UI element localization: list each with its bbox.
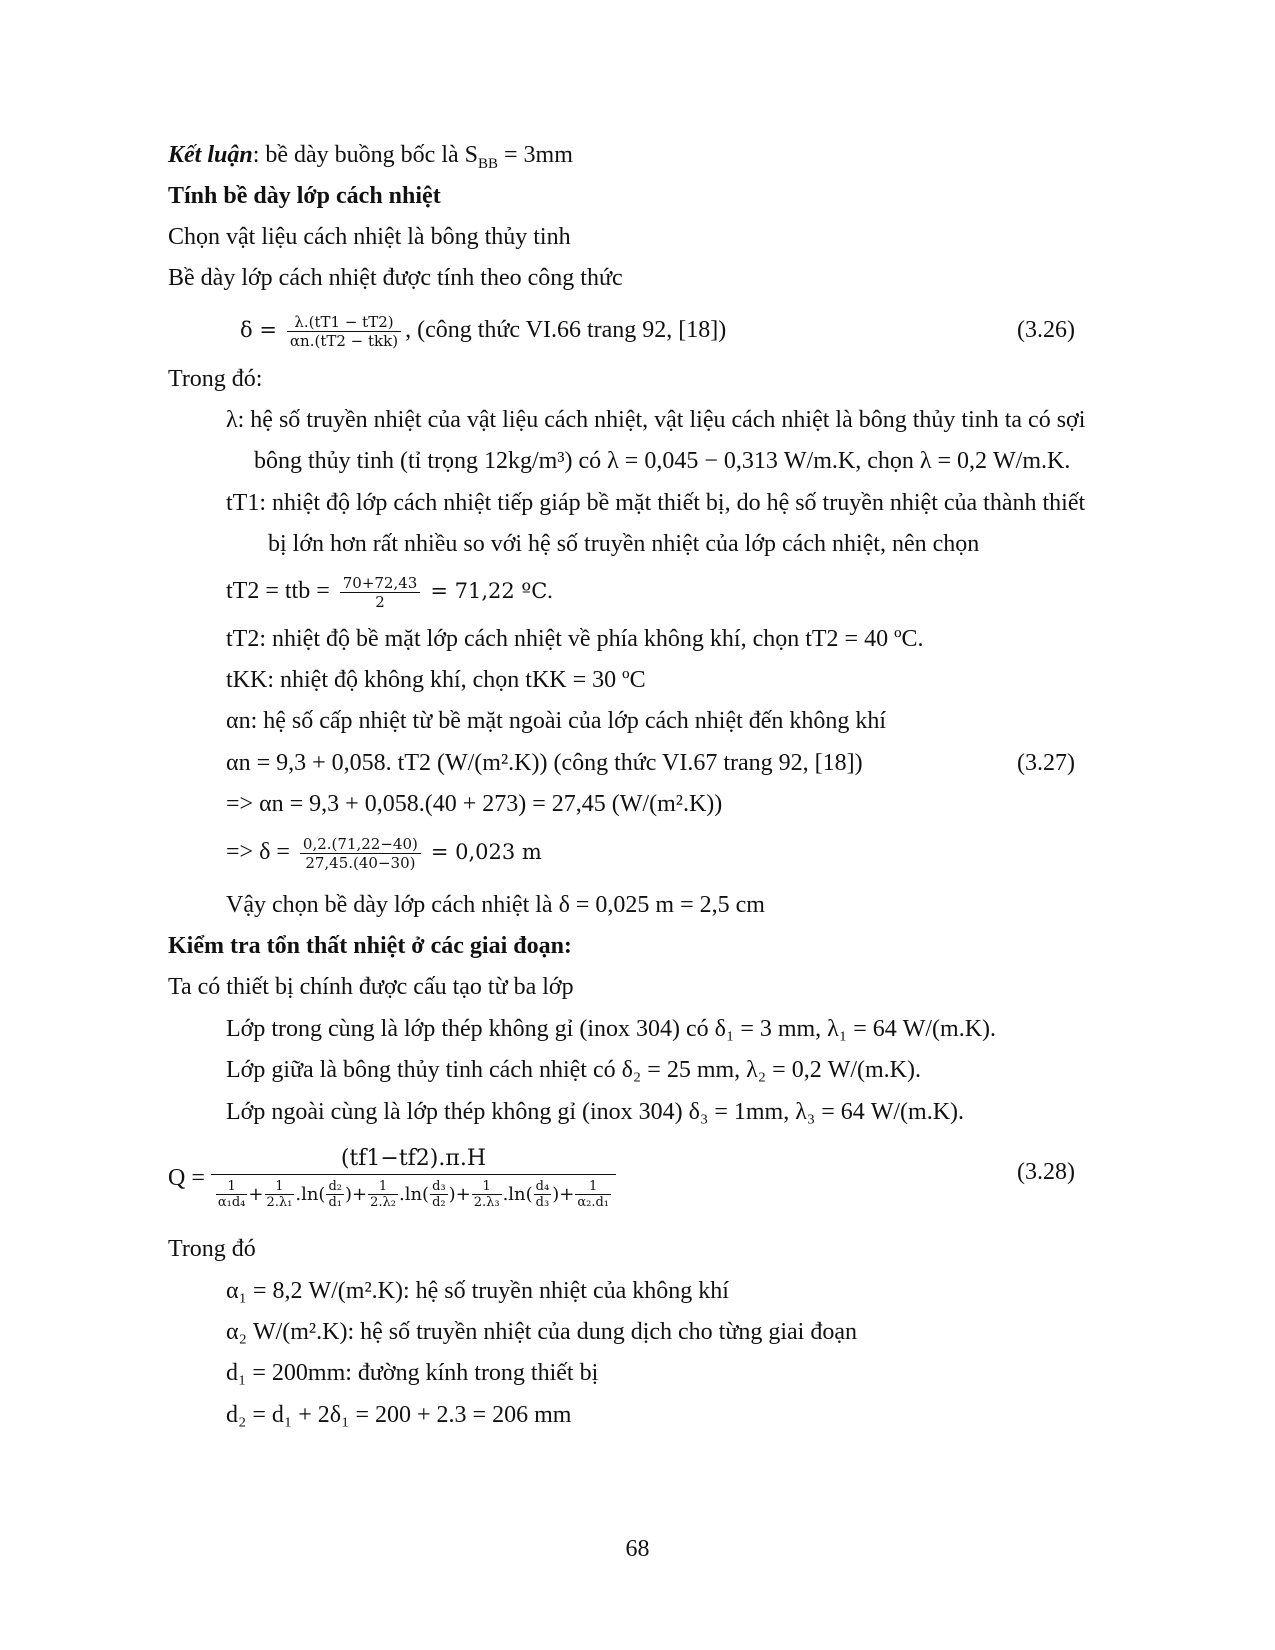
layers-intro: Ta có thiết bị chính được cấu tạo từ ba lớp bbox=[168, 974, 574, 1000]
eq326-number: (3.26) bbox=[1017, 317, 1075, 343]
where-label-1: Trong đó: bbox=[168, 366, 263, 392]
equation-3-28 bbox=[168, 1138, 616, 1218]
choose-material: Chọn vật liệu cách nhiệt là bông thủy tinh bbox=[168, 224, 571, 250]
tT2-calc-rhs: = 71,22 ºC. bbox=[430, 579, 554, 603]
alpha2-definition: α₂ W/(m².K): hệ số truyền nhiệt của dung dịch cho từng giai đoạn bbox=[226, 1319, 857, 1345]
eq328-fraction bbox=[211, 1144, 616, 1215]
eq328-lhs: Q = bbox=[168, 1165, 205, 1191]
delta-calc-numerator: 0,2.(71,22−40) bbox=[300, 835, 421, 854]
tT2-calculation bbox=[226, 566, 553, 616]
conclusion-sub: BB bbox=[478, 155, 499, 172]
eq328-numerator: (tf1−tf2).π.H bbox=[211, 1144, 616, 1175]
lambda-definition-cont: bông thủy tinh (tỉ trọng 12kg/m³) có λ = 0,045 − 0,313 W/m.K, chọn λ = 0,2 W/m.K. bbox=[254, 448, 1071, 474]
layer-1: Lớp trong cùng là lớp thép không gỉ (inox 304) có δ₁ = 3 mm, λ₁ = 64 W/(m.K). bbox=[226, 1016, 997, 1042]
tT2-calc-numerator: 70+72,43 bbox=[340, 574, 421, 593]
alpha-n-definition: αn: hệ số cấp nhiệt từ bề mặt ngoài của lớp cách nhiệt đến không khí bbox=[226, 708, 887, 734]
alpha1-definition: α₁ = 8,2 W/(m².K): hệ số truyền nhiệt của không khí bbox=[226, 1278, 729, 1304]
equation-3-27: αn = 9,3 + 0,058. tT2 (W/(m².K)) (công thức VI.67 trang 92, [18]) bbox=[226, 750, 863, 776]
delta-calc-lhs: => δ = bbox=[226, 839, 290, 865]
eq328-number: (3.28) bbox=[1017, 1159, 1075, 1185]
tT1-definition-cont: bị lớn hơn rất nhiều so với hệ số truyền nhiệt của lớp cách nhiệt, nên chọn bbox=[268, 531, 980, 557]
tT2-calc-denominator: 2 bbox=[375, 592, 385, 611]
eq326-denominator: αn.(tT2 − tkk) bbox=[289, 331, 399, 350]
d2-definition: d₂ = d₁ + 2δ₁ = 200 + 2.3 = 206 mm bbox=[226, 1402, 572, 1428]
eq326-numerator: λ.(tT1 − tT2) bbox=[287, 313, 401, 332]
tT1-definition: tT1: nhiệt độ lớp cách nhiệt tiếp giáp bề mặt thiết bị, do hệ số truyền nhiệt của thành thiết bbox=[226, 490, 1086, 516]
eq327-number: (3.27) bbox=[1017, 750, 1075, 776]
delta-calculation bbox=[226, 826, 542, 878]
layer-3: Lớp ngoài cùng là lớp thép không gỉ (inox 304) δ₃ = 1mm, λ₃ = 64 W/(m.K). bbox=[226, 1099, 965, 1125]
delta-calc-rhs: = 0,023 m bbox=[430, 840, 542, 864]
eq326-ref: , (công thức VI.66 trang 92, [18]) bbox=[405, 317, 727, 343]
alpha-n-calculation: => αn = 9,3 + 0,058.(40 + 273) = 27,45 (W/(m².K)) bbox=[226, 791, 723, 817]
lambda-definition: λ: hệ số truyền nhiệt của vật liệu cách nhiệt, vật liệu cách nhiệt là bông thủy tinh ta có sợi bbox=[226, 407, 1086, 433]
conclusion-tail: = 3mm bbox=[498, 142, 573, 168]
delta-calc-fraction bbox=[300, 835, 421, 872]
heading-heat-loss: Kiểm tra tổn thất nhiệt ở các giai đoạn: bbox=[168, 933, 572, 959]
layer-2: Lớp giữa là bông thủy tinh cách nhiệt có δ₂ = 25 mm, λ₂ = 0,2 W/(m.K). bbox=[226, 1057, 921, 1083]
delta-calc-denominator: 27,45.(40−30) bbox=[305, 853, 416, 872]
tT2-definition: tT2: nhiệt độ bề mặt lớp cách nhiệt về phía không khí, chọn tT2 = 40 ºC. bbox=[226, 626, 924, 652]
delta-choice: Vậy chọn bề dày lớp cách nhiệt là δ = 0,025 m = 2,5 cm bbox=[226, 892, 765, 918]
eq328-denominator: $\frac{1}{\text{α₁d₄}}$ + $\frac{1}{\text{2.λ₁}}$ .ln( $\frac{\text{d₂}}{\text{d₁}}$ )+ $\frac{1}{\text{2.λ₂}}$ .ln( $\frac{\text{d₃}}{\text{d₂}}$ )+ $\frac{1}{\text{2.λ₃}}$ .ln( $\frac{\text{d₄}}{\text{d₃}}$ )+ $\frac{1}{\text{α₂.d₁}}$ bbox=[217, 1179, 609, 1211]
conclusion-label: Kết luận bbox=[168, 142, 253, 168]
tT2-calc-fraction bbox=[340, 574, 421, 611]
equation-3-26 bbox=[240, 304, 726, 356]
conclusion-line bbox=[168, 140, 573, 179]
tT2-calc-lhs: tT2 = ttb = bbox=[226, 578, 330, 604]
formula-intro: Bề dày lớp cách nhiệt được tính theo công thức bbox=[168, 265, 623, 291]
heading-insulation: Tính bề dày lớp cách nhiệt bbox=[168, 183, 441, 209]
eq326-lhs: δ = bbox=[240, 318, 277, 342]
where-label-2: Trong đó bbox=[168, 1236, 256, 1262]
conclusion-text: : bề dày buồng bốc là S bbox=[252, 142, 478, 168]
d1-definition: d₁ = 200mm: đường kính trong thiết bị bbox=[226, 1360, 599, 1386]
tKK-definition: tKK: nhiệt độ không khí, chọn tKK = 30 ºC bbox=[226, 667, 646, 693]
eq326-fraction bbox=[287, 313, 401, 350]
page-number: 68 bbox=[625, 1536, 650, 1562]
